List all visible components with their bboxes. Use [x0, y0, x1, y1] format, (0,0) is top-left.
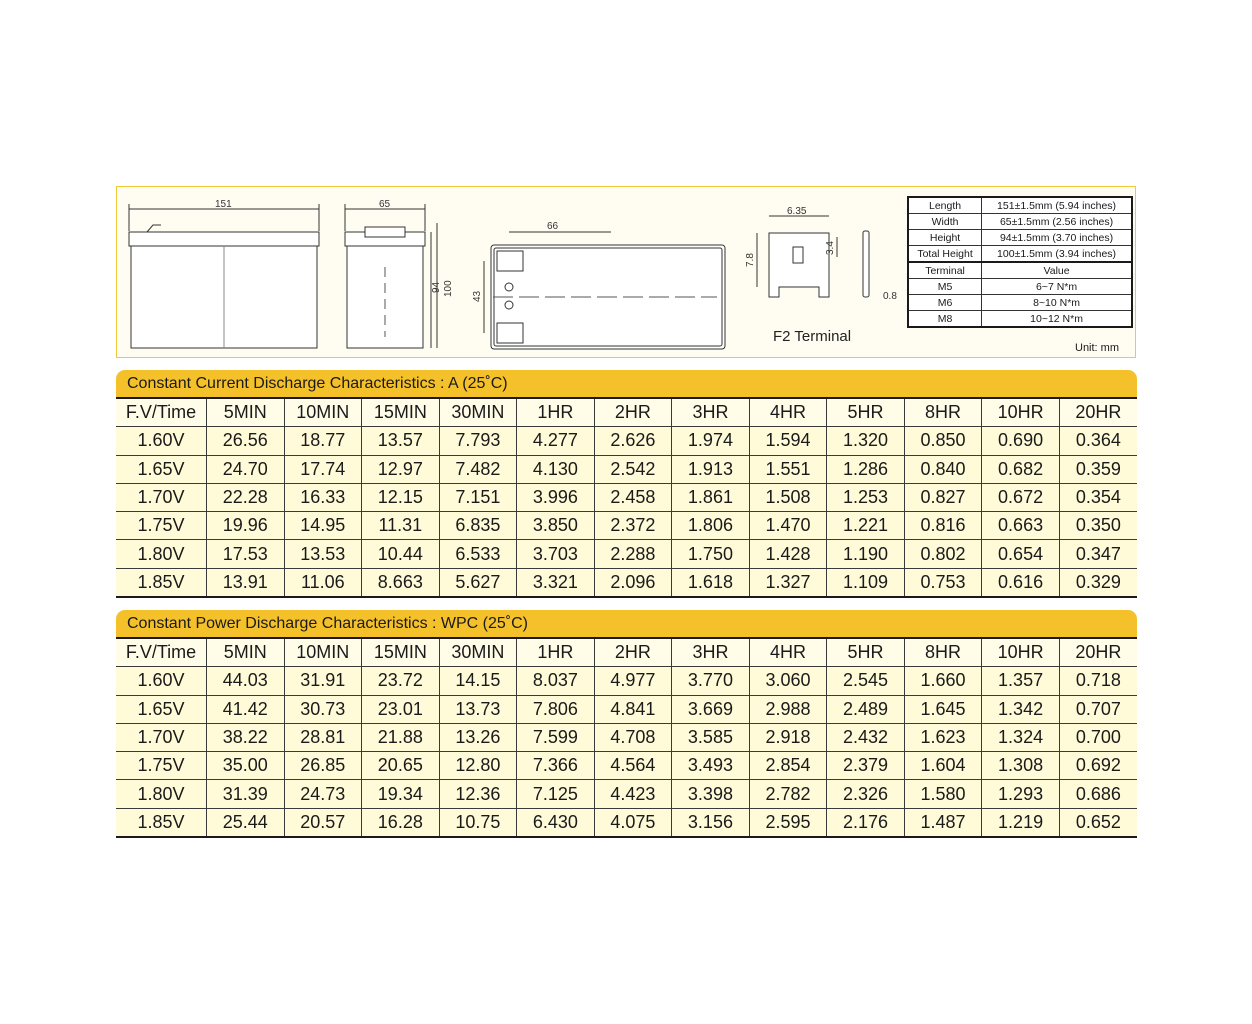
table-cell: 1.594 — [749, 427, 827, 455]
spec-torque-row — [908, 279, 1132, 295]
column-header: 3HR — [672, 398, 750, 427]
table-cell: 0.718 — [1059, 667, 1137, 695]
spec-value: 10~12 N*m — [982, 311, 1132, 328]
spec-value: 8~10 N*m — [982, 295, 1132, 311]
dimension-diagram-panel — [116, 186, 1136, 358]
unit-note: Unit: mm — [1075, 342, 1119, 354]
power-header-row — [116, 638, 1137, 667]
column-header: 10HR — [982, 638, 1060, 667]
table-cell: 0.692 — [1059, 752, 1137, 780]
table-cell: 17.53 — [207, 540, 285, 568]
table-row — [116, 568, 1137, 597]
spec-value: 65±1.5mm (2.56 inches) — [982, 214, 1132, 230]
dim-terminal-tt: 3.4 — [825, 241, 836, 255]
table-cell: 2.595 — [749, 808, 827, 837]
table-cell: 1.80V — [116, 780, 207, 808]
table-cell: 2.988 — [749, 695, 827, 723]
table-cell: 1.70V — [116, 483, 207, 511]
current-discharge-section — [116, 370, 1137, 598]
table-cell: 6.835 — [439, 512, 517, 540]
table-cell: 2.626 — [594, 427, 672, 455]
table-cell: 26.56 — [207, 427, 285, 455]
column-header: 15MIN — [362, 638, 440, 667]
table-cell: 4.708 — [594, 723, 672, 751]
spec-label: Width — [908, 214, 982, 230]
table-cell: 1.65V — [116, 455, 207, 483]
column-header: F.V/Time — [116, 638, 207, 667]
table-cell: 0.802 — [904, 540, 982, 568]
spec-table — [907, 196, 1133, 328]
table-cell: 1.219 — [982, 808, 1060, 837]
table-cell: 0.347 — [1059, 540, 1137, 568]
table-cell: 1.308 — [982, 752, 1060, 780]
table-cell: 22.28 — [207, 483, 285, 511]
table-cell: 3.770 — [672, 667, 750, 695]
table-cell: 13.53 — [284, 540, 362, 568]
column-header: 5MIN — [207, 638, 285, 667]
table-cell: 11.06 — [284, 568, 362, 597]
table-cell: 1.253 — [827, 483, 905, 511]
table-cell: 1.75V — [116, 512, 207, 540]
table-cell: 1.320 — [827, 427, 905, 455]
table-cell: 0.364 — [1059, 427, 1137, 455]
table-cell: 4.130 — [517, 455, 595, 483]
table-cell: 3.669 — [672, 695, 750, 723]
dim-terminal-width: 6.35 — [787, 206, 807, 217]
table-cell: 3.996 — [517, 483, 595, 511]
table-cell: 10.75 — [439, 808, 517, 837]
table-cell: 25.44 — [207, 808, 285, 837]
table-cell: 4.277 — [517, 427, 595, 455]
spec-value: 151±1.5mm (5.94 inches) — [982, 197, 1132, 214]
table-cell: 0.663 — [982, 512, 1060, 540]
table-cell: 4.841 — [594, 695, 672, 723]
table-cell: 1.109 — [827, 568, 905, 597]
table-cell: 23.01 — [362, 695, 440, 723]
spec-dimension-row — [908, 197, 1132, 214]
table-cell: 1.293 — [982, 780, 1060, 808]
column-header: 5MIN — [207, 398, 285, 427]
table-cell: 21.88 — [362, 723, 440, 751]
table-cell: 8.037 — [517, 667, 595, 695]
table-cell: 10.44 — [362, 540, 440, 568]
column-header: 30MIN — [439, 398, 517, 427]
table-cell: 0.616 — [982, 568, 1060, 597]
spec-value: 100±1.5mm (3.94 inches) — [982, 246, 1132, 263]
table-cell: 0.686 — [1059, 780, 1137, 808]
table-cell: 8.663 — [362, 568, 440, 597]
table-row — [116, 667, 1137, 695]
dim-width: 65 — [379, 199, 391, 210]
table-cell: 7.366 — [517, 752, 595, 780]
table-cell: 0.354 — [1059, 483, 1137, 511]
table-cell: 0.654 — [982, 540, 1060, 568]
spec-dimension-row — [908, 230, 1132, 246]
table-cell: 1.580 — [904, 780, 982, 808]
spec-torque-row — [908, 295, 1132, 311]
table-cell: 1.470 — [749, 512, 827, 540]
table-cell: 0.753 — [904, 568, 982, 597]
table-cell: 4.075 — [594, 808, 672, 837]
table-cell: 1.623 — [904, 723, 982, 751]
table-cell: 31.91 — [284, 667, 362, 695]
table-cell: 2.326 — [827, 780, 905, 808]
table-row — [116, 752, 1137, 780]
table-row — [116, 512, 1137, 540]
table-cell: 0.350 — [1059, 512, 1137, 540]
table-cell: 2.545 — [827, 667, 905, 695]
table-cell: 2.372 — [594, 512, 672, 540]
table-cell: 1.428 — [749, 540, 827, 568]
table-cell: 2.782 — [749, 780, 827, 808]
table-cell: 0.700 — [1059, 723, 1137, 751]
table-cell: 1.508 — [749, 483, 827, 511]
table-row — [116, 540, 1137, 568]
table-cell: 13.91 — [207, 568, 285, 597]
spec-torque-row — [908, 311, 1132, 328]
dim-terminal-height: 43 — [472, 290, 483, 302]
table-cell: 3.398 — [672, 780, 750, 808]
column-header: 10MIN — [284, 398, 362, 427]
table-cell: 35.00 — [207, 752, 285, 780]
table-cell: 1.324 — [982, 723, 1060, 751]
table-cell: 7.599 — [517, 723, 595, 751]
spec-value: 94±1.5mm (3.70 inches) — [982, 230, 1132, 246]
table-cell: 1.913 — [672, 455, 750, 483]
table-cell: 1.190 — [827, 540, 905, 568]
table-cell: 1.75V — [116, 752, 207, 780]
table-cell: 2.176 — [827, 808, 905, 837]
table-cell: 7.125 — [517, 780, 595, 808]
table-cell: 0.690 — [982, 427, 1060, 455]
table-cell: 13.73 — [439, 695, 517, 723]
table-cell: 5.627 — [439, 568, 517, 597]
column-header: 15MIN — [362, 398, 440, 427]
table-cell: 1.60V — [116, 667, 207, 695]
table-cell: 0.840 — [904, 455, 982, 483]
table-cell: 12.80 — [439, 752, 517, 780]
table-cell: 4.423 — [594, 780, 672, 808]
power-discharge-title: Constant Power Discharge Characteristics : WPC (25˚C) — [116, 610, 1137, 637]
table-cell: 24.70 — [207, 455, 285, 483]
table-cell: 18.77 — [284, 427, 362, 455]
table-row — [116, 695, 1137, 723]
table-cell: 2.918 — [749, 723, 827, 751]
current-discharge-table — [116, 397, 1137, 598]
table-cell: 16.33 — [284, 483, 362, 511]
column-header: 1HR — [517, 638, 595, 667]
column-header: 3HR — [672, 638, 750, 667]
table-cell: 7.482 — [439, 455, 517, 483]
table-cell: 19.96 — [207, 512, 285, 540]
table-cell: 4.564 — [594, 752, 672, 780]
table-cell: 2.458 — [594, 483, 672, 511]
table-cell: 14.95 — [284, 512, 362, 540]
current-discharge-title: Constant Current Discharge Characteristics : A (25˚C) — [116, 370, 1137, 397]
table-cell: 3.585 — [672, 723, 750, 751]
table-cell: 30.73 — [284, 695, 362, 723]
table-cell: 23.72 — [362, 667, 440, 695]
column-header: 10MIN — [284, 638, 362, 667]
dim-height-100: 100 — [443, 280, 454, 297]
spec-label: Terminal — [908, 262, 982, 279]
column-header: 20HR — [1059, 398, 1137, 427]
current-header-row — [116, 398, 1137, 427]
column-header: 8HR — [904, 638, 982, 667]
spec-label: M6 — [908, 295, 982, 311]
spec-label: Length — [908, 197, 982, 214]
table-cell: 3.060 — [749, 667, 827, 695]
table-cell: 0.850 — [904, 427, 982, 455]
table-row — [116, 427, 1137, 455]
dim-terminal-gap: 66 — [547, 221, 559, 232]
table-cell: 1.221 — [827, 512, 905, 540]
table-cell: 1.618 — [672, 568, 750, 597]
spec-torque-header — [908, 262, 1132, 279]
table-cell: 2.542 — [594, 455, 672, 483]
table-cell: 1.342 — [982, 695, 1060, 723]
table-cell: 1.70V — [116, 723, 207, 751]
dim-terminal-thickness: 0.8 — [883, 291, 897, 302]
table-cell: 28.81 — [284, 723, 362, 751]
table-cell: 0.827 — [904, 483, 982, 511]
dim-terminal-th: 7.8 — [745, 253, 756, 267]
table-cell: 0.707 — [1059, 695, 1137, 723]
table-cell: 14.15 — [439, 667, 517, 695]
table-cell: 16.28 — [362, 808, 440, 837]
column-header: 4HR — [749, 638, 827, 667]
table-row — [116, 808, 1137, 837]
table-cell: 0.672 — [982, 483, 1060, 511]
table-cell: 0.652 — [1059, 808, 1137, 837]
table-cell: 13.57 — [362, 427, 440, 455]
table-cell: 2.288 — [594, 540, 672, 568]
table-cell: 12.97 — [362, 455, 440, 483]
dim-length: 151 — [215, 199, 232, 210]
table-cell: 26.85 — [284, 752, 362, 780]
column-header: 4HR — [749, 398, 827, 427]
table-cell: 1.286 — [827, 455, 905, 483]
table-cell: 1.85V — [116, 808, 207, 837]
table-row — [116, 723, 1137, 751]
table-cell: 3.493 — [672, 752, 750, 780]
table-cell: 20.57 — [284, 808, 362, 837]
terminal-label: F2 Terminal — [773, 328, 852, 345]
table-cell: 12.15 — [362, 483, 440, 511]
column-header: 30MIN — [439, 638, 517, 667]
table-cell: 7.151 — [439, 483, 517, 511]
spec-label: Total Height — [908, 246, 982, 263]
table-cell: 1.357 — [982, 667, 1060, 695]
table-cell: 4.977 — [594, 667, 672, 695]
table-cell: 41.42 — [207, 695, 285, 723]
table-cell: 1.806 — [672, 512, 750, 540]
table-cell: 1.861 — [672, 483, 750, 511]
table-cell: 1.65V — [116, 695, 207, 723]
column-header: 2HR — [594, 398, 672, 427]
spec-dimension-row — [908, 214, 1132, 230]
table-cell: 7.806 — [517, 695, 595, 723]
table-cell: 1.487 — [904, 808, 982, 837]
table-cell: 44.03 — [207, 667, 285, 695]
table-cell: 0.329 — [1059, 568, 1137, 597]
column-header: 8HR — [904, 398, 982, 427]
power-discharge-table — [116, 637, 1137, 838]
table-cell: 2.379 — [827, 752, 905, 780]
column-header: 2HR — [594, 638, 672, 667]
spec-label: M5 — [908, 279, 982, 295]
table-cell: 0.359 — [1059, 455, 1137, 483]
table-cell: 19.34 — [362, 780, 440, 808]
table-row — [116, 780, 1137, 808]
table-cell: 11.31 — [362, 512, 440, 540]
spec-label: Height — [908, 230, 982, 246]
table-cell: 13.26 — [439, 723, 517, 751]
table-row — [116, 483, 1137, 511]
table-cell: 1.660 — [904, 667, 982, 695]
table-cell: 1.80V — [116, 540, 207, 568]
table-cell: 17.74 — [284, 455, 362, 483]
table-cell: 0.816 — [904, 512, 982, 540]
table-cell: 31.39 — [207, 780, 285, 808]
column-header: 5HR — [827, 638, 905, 667]
spec-value: 6~7 N*m — [982, 279, 1132, 295]
table-cell: 3.703 — [517, 540, 595, 568]
table-cell: 1.974 — [672, 427, 750, 455]
table-cell: 1.645 — [904, 695, 982, 723]
table-cell: 1.85V — [116, 568, 207, 597]
table-cell: 3.850 — [517, 512, 595, 540]
column-header: 10HR — [982, 398, 1060, 427]
table-row — [116, 455, 1137, 483]
column-header: F.V/Time — [116, 398, 207, 427]
column-header: 20HR — [1059, 638, 1137, 667]
table-cell: 24.73 — [284, 780, 362, 808]
spec-value: Value — [982, 262, 1132, 279]
table-cell: 6.430 — [517, 808, 595, 837]
table-cell: 12.36 — [439, 780, 517, 808]
table-cell: 20.65 — [362, 752, 440, 780]
table-cell: 1.327 — [749, 568, 827, 597]
table-cell: 2.096 — [594, 568, 672, 597]
table-cell: 2.489 — [827, 695, 905, 723]
table-cell: 1.60V — [116, 427, 207, 455]
table-cell: 3.321 — [517, 568, 595, 597]
column-header: 1HR — [517, 398, 595, 427]
table-cell: 7.793 — [439, 427, 517, 455]
table-cell: 3.156 — [672, 808, 750, 837]
table-cell: 2.432 — [827, 723, 905, 751]
table-cell: 1.551 — [749, 455, 827, 483]
table-cell: 0.682 — [982, 455, 1060, 483]
column-header: 5HR — [827, 398, 905, 427]
table-cell: 1.750 — [672, 540, 750, 568]
table-cell: 6.533 — [439, 540, 517, 568]
power-discharge-section — [116, 610, 1137, 838]
table-cell: 38.22 — [207, 723, 285, 751]
table-cell: 2.854 — [749, 752, 827, 780]
spec-dimension-row — [908, 246, 1132, 263]
spec-label: M8 — [908, 311, 982, 328]
dim-height-94: 94 — [431, 281, 442, 293]
table-cell: 1.604 — [904, 752, 982, 780]
